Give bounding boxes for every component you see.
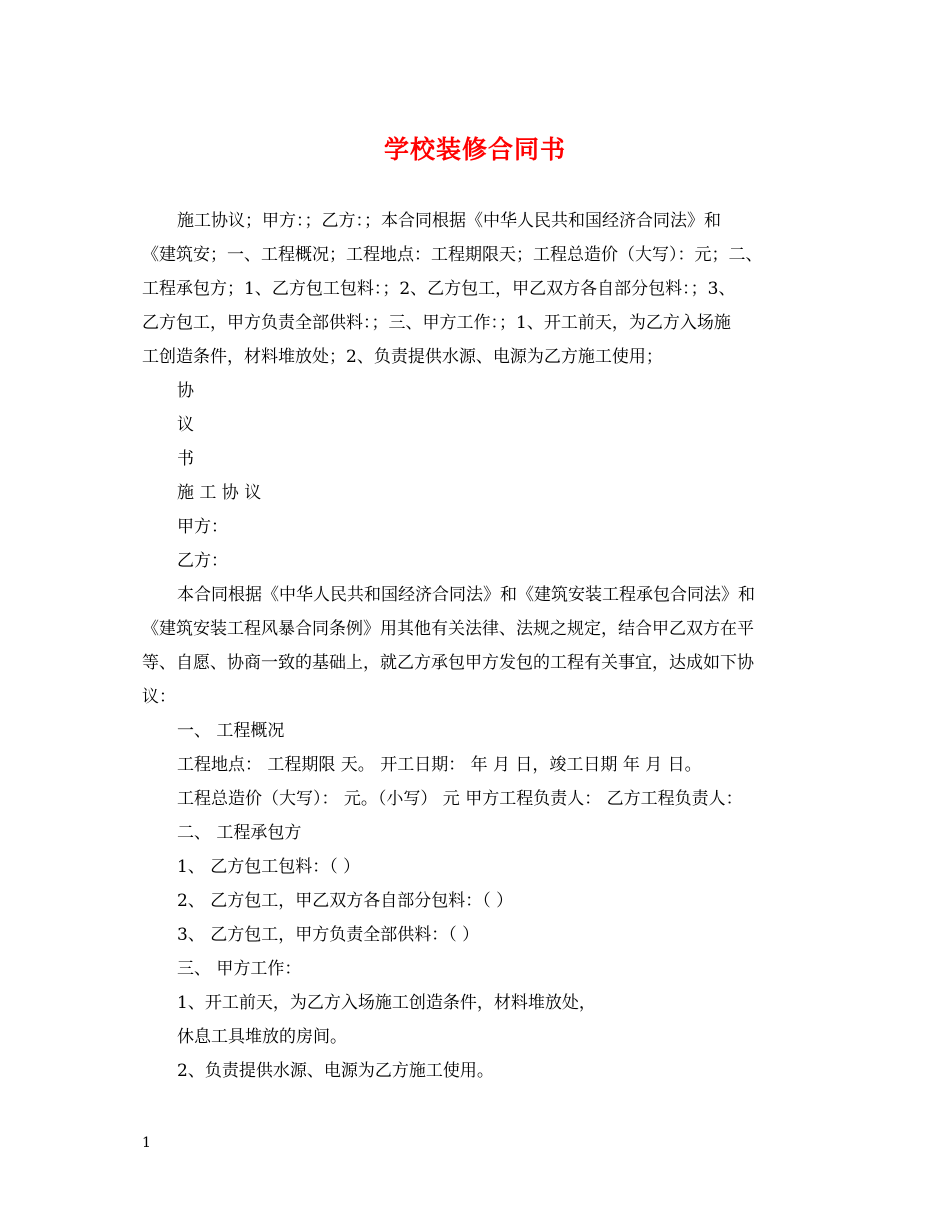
paragraph-line: 工程承包方；1、乙方包工包料：；2、乙方包工，甲乙双方各自部分包料：；3、 bbox=[142, 279, 736, 299]
agreement-heading: 施 工 协 议 bbox=[177, 483, 262, 503]
section-heading: 一、 工程概况 bbox=[177, 721, 285, 741]
paragraph-line: 本合同根据《中华人民共和国经济合同法》和《建筑安装工程承包合同法》和 bbox=[177, 585, 755, 605]
paragraph-line: 《建筑安；一、工程概况；工程地点：工程期限天；工程总造价（大写）：元；二、 bbox=[142, 245, 763, 265]
heading-char: 协 bbox=[177, 381, 194, 401]
list-item: 1、 乙方包工包料：（ ） bbox=[177, 857, 361, 877]
document-title: 学校装修合同书 bbox=[383, 135, 566, 164]
section-heading: 二、 工程承包方 bbox=[177, 823, 302, 843]
page-number: 1 bbox=[142, 1135, 151, 1151]
paragraph-line: 乙方包工，甲方负责全部供料：；三、甲方工作：；1、开工前天，为乙方入场施 bbox=[142, 313, 731, 333]
document-body bbox=[142, 204, 822, 1088]
list-item: 3、 乙方包工，甲方负责全部供料：（ ） bbox=[177, 925, 480, 945]
list-item: 2、 乙方包工，甲乙双方各自部分包料：（ ） bbox=[177, 891, 514, 911]
party-b-label: 乙方： bbox=[177, 551, 228, 571]
list-item: 2、负责提供水源、电源为乙方施工使用。 bbox=[177, 1061, 494, 1081]
paragraph-line: 施工协议；甲方：；乙方：；本合同根据《中华人民共和国经济合同法》和 bbox=[177, 211, 721, 231]
section-heading: 三、 甲方工作： bbox=[177, 959, 302, 979]
paragraph-line: 《建筑安装工程风暴合同条例》用其他有关法律、法规之规定，结合甲乙双方在平 bbox=[142, 619, 754, 639]
paragraph-line: 工程地点： 工程期限 天。 开工日期： 年 月 日，竣工日期 年 月 日。 bbox=[177, 755, 702, 775]
party-a-label: 甲方： bbox=[177, 517, 228, 537]
heading-char: 议 bbox=[177, 415, 194, 435]
list-item: 1、开工前天，为乙方入场施工创造条件，材料堆放处， bbox=[177, 993, 596, 1013]
paragraph-line: 等、自愿、协商一致的基础上，就乙方承包甲方发包的工程有关事宜，达成如下协 bbox=[142, 653, 754, 673]
paragraph-line: 休息工具堆放的房间。 bbox=[177, 1027, 347, 1047]
heading-char: 书 bbox=[177, 449, 194, 469]
paragraph-line: 工创造条件，材料堆放处；2、负责提供水源、电源为乙方施工使用； bbox=[142, 347, 663, 367]
paragraph-line: 议： bbox=[142, 687, 176, 707]
paragraph-line: 工程总造价（大写）： 元。（小写） 元 甲方工程负责人： 乙方工程负责人： bbox=[177, 789, 743, 809]
